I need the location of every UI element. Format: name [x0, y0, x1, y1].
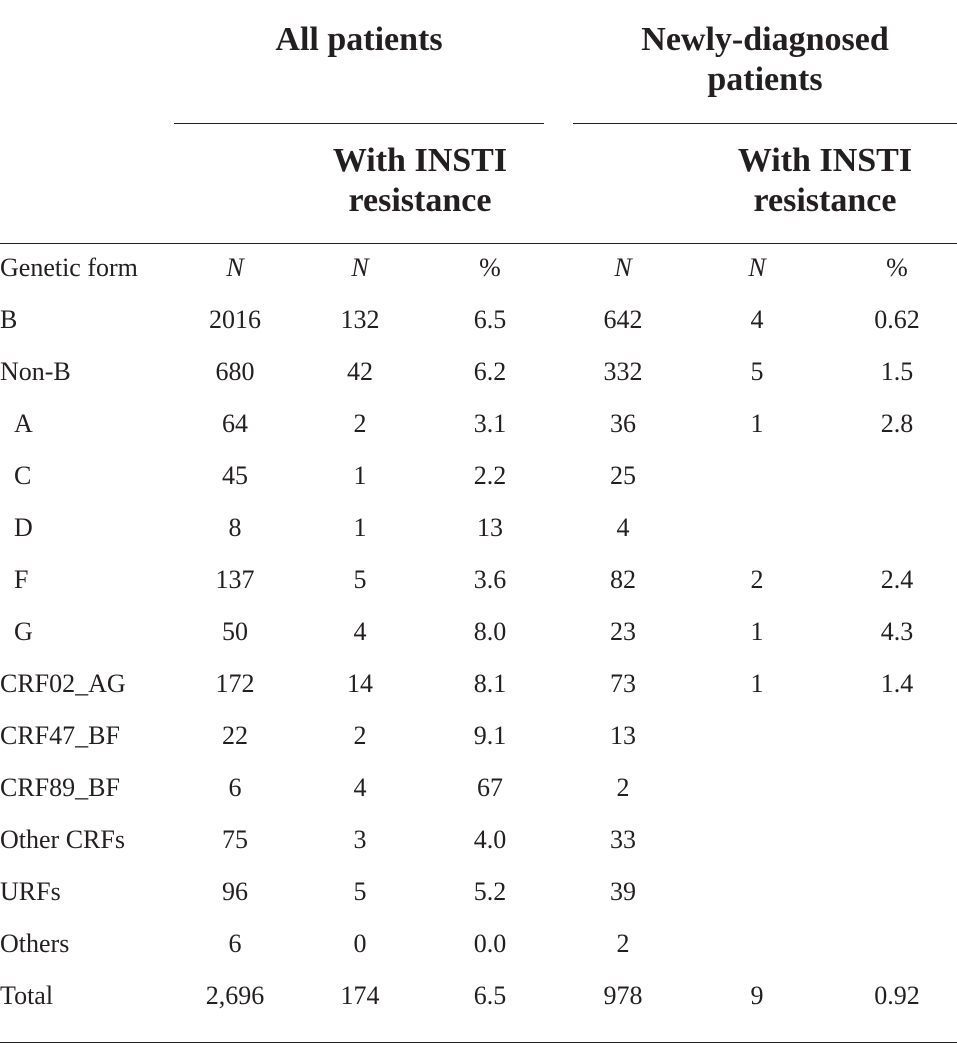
table-cell: 5: [353, 877, 367, 906]
table-cell: 0.0: [473, 929, 507, 958]
row-label: URFs: [0, 877, 61, 906]
table-cell: 1: [750, 409, 764, 438]
table-cell: 45: [222, 461, 248, 490]
rule-newly-diagnosed: [573, 123, 957, 124]
column-header: N: [351, 253, 369, 282]
table-cell: 2: [750, 565, 764, 594]
table-cell: 6.5: [473, 981, 507, 1010]
row-label: A: [14, 409, 33, 438]
table-cell: 4: [353, 773, 367, 802]
table-cell: 82: [610, 565, 636, 594]
column-header: %: [479, 253, 501, 282]
header-newly-diagnosed: Newly-diagnosed patients: [641, 21, 889, 98]
table-cell: 4.3: [880, 617, 914, 646]
table-cell: 2: [353, 409, 367, 438]
table-cell: 5: [750, 357, 764, 386]
table-cell: 0.62: [874, 305, 920, 334]
table-cell: 4: [616, 513, 630, 542]
table-cell: 9.1: [473, 721, 507, 750]
table-cell: 978: [603, 981, 643, 1010]
table-cell: 8: [228, 513, 242, 542]
table-cell: 680: [215, 357, 255, 386]
table-cell: 6.2: [473, 357, 507, 386]
rule-header-bottom: [0, 243, 957, 244]
row-label: C: [14, 461, 32, 490]
column-header: %: [886, 253, 908, 282]
table-cell: 25: [610, 461, 636, 490]
table-cell: 2.8: [880, 409, 914, 438]
rule-table-bottom: [0, 1042, 957, 1043]
table-cell: 73: [610, 669, 636, 698]
row-label: Non-B: [0, 357, 71, 386]
table-cell: 8.0: [473, 617, 507, 646]
table-cell: 2: [616, 929, 630, 958]
table-cell: 172: [215, 669, 255, 698]
table-cell: 3.1: [473, 409, 507, 438]
table-cell: 6.5: [473, 305, 507, 334]
table-cell: 2,696: [205, 981, 265, 1010]
table-cell: 5: [353, 565, 367, 594]
table-cell: 1: [353, 461, 367, 490]
table-cell: 174: [340, 981, 380, 1010]
table-cell: 39: [610, 877, 636, 906]
table-cell: 6: [228, 929, 242, 958]
table-cell: 1: [750, 669, 764, 698]
table-cell: 1: [750, 617, 764, 646]
table-cell: 36: [610, 409, 636, 438]
table-cell: 2016: [209, 305, 261, 334]
table-cell: 3: [353, 825, 367, 854]
table-cell: 67: [477, 773, 503, 802]
table-cell: 4: [750, 305, 764, 334]
table-cell: 75: [222, 825, 248, 854]
row-label: CRF02_AG: [0, 669, 126, 698]
column-header: N: [614, 253, 632, 282]
header-all-patients: All patients: [275, 21, 443, 58]
row-label: Others: [0, 929, 70, 958]
table-cell: 22: [222, 721, 248, 750]
table-cell: 2.2: [473, 461, 507, 490]
row-label: F: [14, 565, 29, 594]
table-cell: 132: [340, 305, 380, 334]
table-cell: 14: [347, 669, 373, 698]
table-cell: 1.5: [880, 357, 914, 386]
table-cell: 64: [222, 409, 248, 438]
table-cell: 23: [610, 617, 636, 646]
row-label: CRF47_BF: [0, 721, 120, 750]
column-header: N: [226, 253, 244, 282]
table-cell: 33: [610, 825, 636, 854]
column-header-genetic-form: Genetic form: [0, 253, 138, 282]
row-label: B: [0, 305, 18, 334]
row-label: Total: [0, 981, 54, 1010]
row-label: Other CRFs: [0, 825, 125, 854]
table-cell: 2: [616, 773, 630, 802]
table-cell: 1: [353, 513, 367, 542]
table-cell: 0: [353, 929, 367, 958]
table-cell: 5.2: [473, 877, 507, 906]
column-header: N: [748, 253, 766, 282]
table-cell: 1.4: [880, 669, 914, 698]
table-cell: 42: [347, 357, 373, 386]
table-cell: 4: [353, 617, 367, 646]
table-cell: 4.0: [473, 825, 507, 854]
subheader-new-insti: With INSTI resistance: [737, 142, 913, 219]
row-label: CRF89_BF: [0, 773, 120, 802]
table-cell: 332: [603, 357, 643, 386]
table-cell: 0.92: [874, 981, 920, 1010]
table-cell: 3.6: [473, 565, 507, 594]
table-cell: 2.4: [880, 565, 914, 594]
table-cell: 6: [228, 773, 242, 802]
table-cell: 13: [610, 721, 636, 750]
subheader-all-insti: With INSTI resistance: [332, 142, 508, 219]
rule-all-patients: [174, 123, 544, 124]
row-label: D: [14, 513, 33, 542]
table-cell: 13: [477, 513, 503, 542]
table-cell: 2: [353, 721, 367, 750]
table-cell: 137: [215, 565, 255, 594]
table-cell: 8.1: [473, 669, 507, 698]
table-cell: 9: [750, 981, 764, 1010]
table-cell: 96: [222, 877, 248, 906]
table-cell: 642: [603, 305, 643, 334]
table-cell: 50: [222, 617, 248, 646]
row-label: G: [14, 617, 33, 646]
